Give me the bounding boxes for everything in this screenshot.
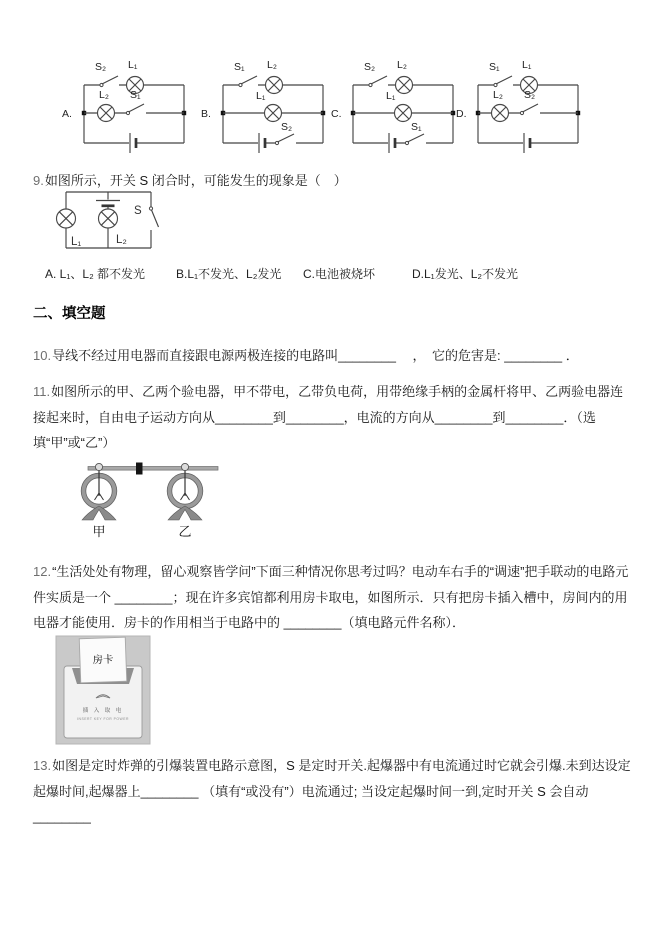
room-card-label: 房卡 [92,653,114,667]
slot-instruction-text: 插 入 取 电 [82,708,124,714]
electroscope-caption-yi: 乙 [178,524,192,539]
lamp-label: L₁ [256,90,266,102]
room-card-figure [56,636,150,744]
switch-symbol [239,76,257,87]
lamp-label: L₂ [397,59,407,71]
option-a: A. L₁、L₂ 都不发光 [45,267,146,281]
question-10 [33,343,638,369]
room-card [79,637,127,683]
switch-symbol [126,104,144,115]
switch-label: S₁ [489,61,500,73]
battery-symbol [389,133,395,153]
electroscope-yi [167,463,203,520]
lamp-symbol [98,105,115,122]
lamp-symbol [99,209,118,228]
switch-label: S₂ [364,61,376,73]
lamp-label: L₁ [522,59,532,71]
switch-symbol [149,207,158,227]
battery-symbol [259,133,265,153]
lamp-symbol [265,105,282,122]
circuit-diagram-d [456,57,594,154]
question-12-text: “生活处处有物理，留心观察皆学问”下面三种情况你思考过吗？电动车右手的“调速”把手联动的电路元件实质是一个 ________；现在许多宾馆都利用房卡取电，如图所示．只有把房卡插入槽中，房间内的用电器才能使用．房卡的作用相当于电路中的 ________（填电路元件名称）． [33,564,629,630]
battery-symbol [524,133,530,153]
question-9-circuit-diagram [48,186,163,254]
circuit-diagram-c [331,57,469,154]
electroscope-figure [72,450,227,540]
question-12-number: 12. [33,564,52,579]
lamp-label: L₁ [71,236,82,248]
slot-instruction-subtext: INSERT KEY FOR POWER [77,717,129,721]
switch-symbol [369,76,387,87]
lamp-symbol [395,105,412,122]
lamp-label: L₂ [99,89,109,101]
question-9-number: 9. [33,173,44,188]
question-11-number: 11. [33,384,51,399]
lamp-symbol [492,105,509,122]
option-a-letter: A. [62,108,72,120]
switch-symbol [494,76,512,87]
switch-label: S₁ [130,89,141,101]
switch-label: S₂ [524,89,536,101]
switch-label: S₂ [281,121,293,133]
electroscope-jia [81,463,117,520]
lamp-label: L₂ [116,234,127,246]
switch-label: S [134,205,142,217]
question-11-text: 如图所示的甲、乙两个验电器，甲不带电，乙带负电荷，用带绝缘手柄的金属杆将甲、乙两验电器连接起来时，自由电子运动方向从________到________，电流的方向从________到________．（选填“甲”或“乙”） [33,384,624,450]
lamp-label: L₂ [493,89,503,101]
question-12 [33,559,635,636]
question-13 [33,753,635,830]
option-c: C.电池被烧坏 [303,267,376,281]
switch-label: S₁ [411,121,422,133]
battery-symbol [130,133,136,153]
connecting-rod [88,463,218,475]
insulated-handle [136,463,143,475]
section-header-fill-in-blanks: 二、填空题 [33,306,106,322]
circuit-diagram-b [201,57,339,154]
battery-symbol [96,201,120,206]
option-d-letter: D. [456,108,467,120]
switch-symbol [405,134,424,145]
question-13-text: 如图是定时炸弹的引爆装置电路示意图，S 是定时开关.起爆器中有电流通过时它就会引爆.未到达设定起爆时间,起爆器上________ （填有“或没有”）电流通过; 当设定起爆时间一到,定时开关 S 会自动________ [33,758,631,824]
option-b: B.L₁不发光、L₂发光 [176,267,282,281]
question-10-number: 10. [33,348,52,363]
electroscope-caption-jia: 甲 [92,524,106,539]
lamp-symbol [266,77,283,94]
switch-symbol [520,104,538,115]
lamp-label: L₂ [267,59,277,71]
switch-symbol [100,76,118,87]
question-10-text: 导线不经过用电器而直接跟电源两极连接的电路叫________ ， 它的危害是: ________ ． [52,348,579,363]
question-13-number: 13. [33,758,52,773]
lamp-label: L₁ [128,59,138,71]
switch-label: S₂ [95,61,107,73]
switch-symbol [275,134,294,145]
lamp-symbol [57,209,76,228]
option-d: D.L₁发光、L₂不发光 [412,267,519,281]
circuit-diagram-a [62,57,200,154]
lamp-label: L₁ [386,90,396,102]
lamp-symbol [396,77,413,94]
question-11 [33,379,633,456]
switch-label: S₁ [234,61,245,73]
option-b-letter: B. [201,108,211,120]
question-9-text: 如图所示，开关 S 闭合时，可能发生的现象是（ ） [44,173,347,188]
option-c-letter: C. [331,108,342,120]
